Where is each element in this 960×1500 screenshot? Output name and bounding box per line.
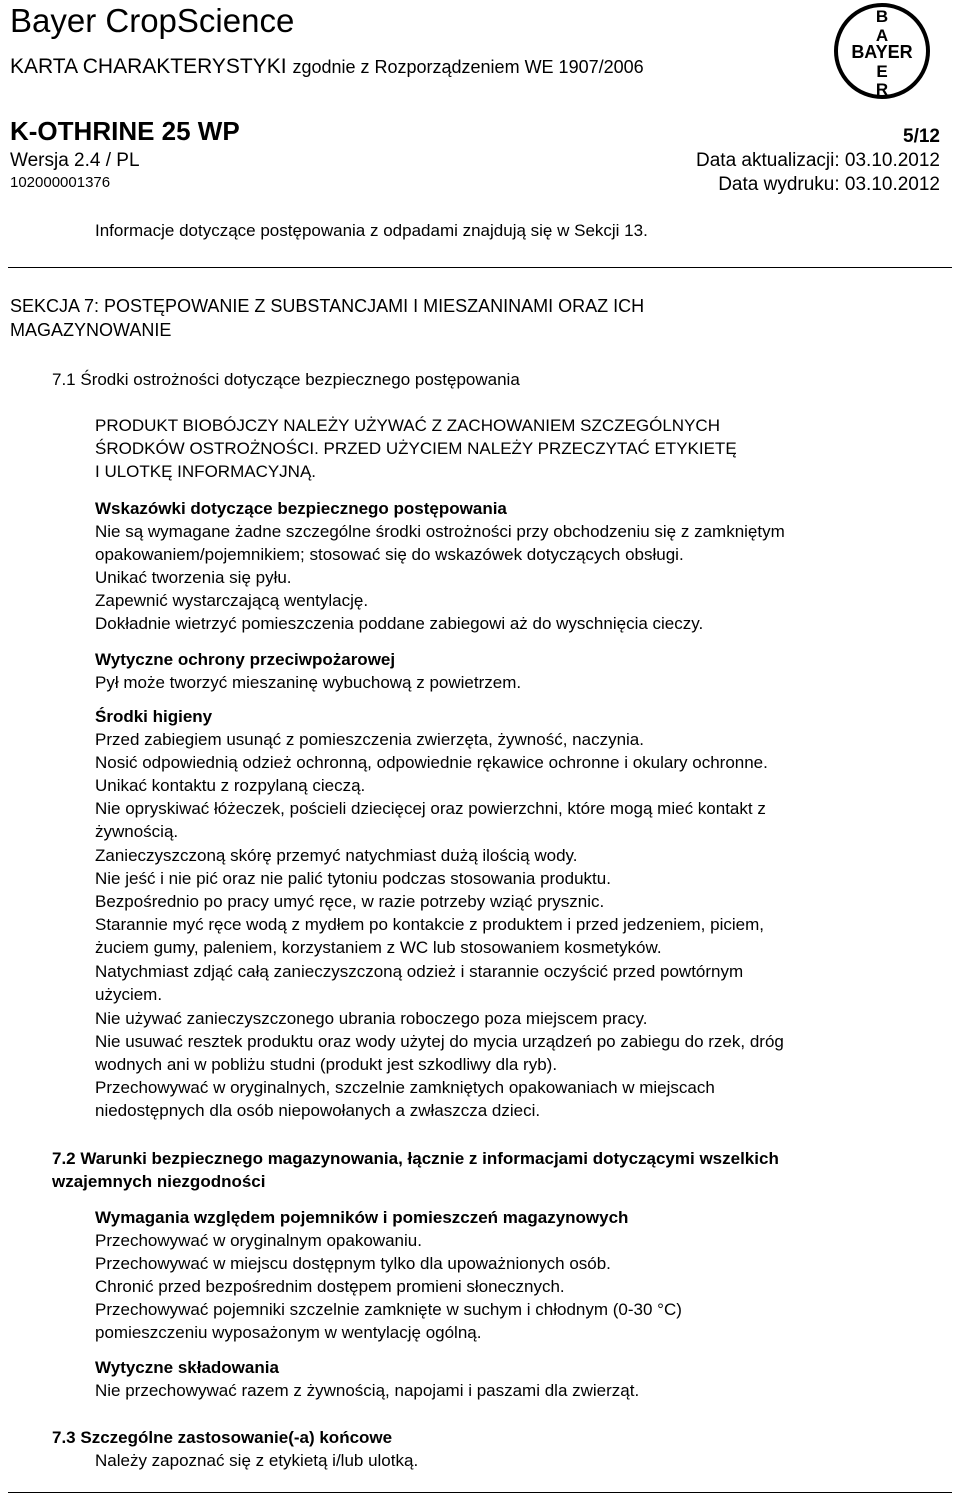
subsection-7-3-title: 7.3 Szczególne zastosowanie(-a) końcowe (52, 1428, 393, 1447)
logo-letter-b: B (875, 7, 889, 26)
storage-line: Przechowywać w miejscu dostępnym tylko dla upoważnionych osób. (95, 1254, 611, 1273)
hygiene-line: wodnych ani w pobliżu studni (produkt jest szkodliwy dla ryb). (95, 1055, 558, 1074)
storage-line: Przechowywać w oryginalnym opakowaniu. (95, 1231, 422, 1250)
version-info (10, 150, 140, 172)
storage-line: Chronić przed bezpośrednim dostępem promieni słonecznych. (95, 1277, 565, 1296)
subsection-7-2-title-line1: 7.2 Warunki bezpiecznego magazynowania, łącznie z informacjami dotyczącymi wszelkich (52, 1149, 779, 1168)
safe-handling-line: Unikać tworzenia się pyłu. (95, 568, 292, 587)
hygiene-heading: Środki higieny (95, 707, 213, 726)
hygiene-line: Nie jeść i nie pić oraz nie palić tytoniu podczas stosowania produktu. (95, 869, 611, 888)
warning-line: ŚRODKÓW OSTROŻNOŚCI. PRZED UŻYCIEM NALEŻY PRZECZYTAĆ ETYKIETĘ (95, 439, 737, 458)
hygiene-line: Natychmiast zdjąć całą zanieczyszczoną odzież i starannie oczyścić przed powtórnym (95, 962, 744, 981)
end-use-line: Należy zapoznać się z etykietą i/lub ulotką. (95, 1451, 419, 1470)
document-type-title: KARTA CHARAKTERYSTYKI (10, 55, 287, 78)
regulation-reference: zgodnie z Rozporządzeniem WE 1907/2006 (292, 57, 644, 77)
language-code: / PL (105, 150, 140, 171)
safe-handling-line: opakowaniem/pojemnikiem; stosować się do wskazówek dotyczących obsługi. (95, 545, 684, 564)
subsection-7-2-title-line2: wzajemnych niezgodności (52, 1172, 266, 1191)
storage-guidelines-line: Nie przechowywać razem z żywnością, napojami i paszami dla zwierząt. (95, 1381, 640, 1400)
hygiene-line: niedostępnych dla osób niepowołanych a zwłaszcza dzieci. (95, 1101, 541, 1120)
section-7-title-line1: SEKCJA 7: POSTĘPOWANIE Z SUBSTANCJAMI I MIESZANINAMI ORAZ ICH (10, 296, 645, 316)
disposal-note: Informacje dotyczące postępowania z odpadami znajdują się w Sekcji 13. (95, 221, 648, 240)
hygiene-line: Przed zabiegiem usunąć z pomieszczenia zwierzęta, żywność, naczynia. (95, 730, 644, 749)
fire-protection-line: Pył może tworzyć mieszaninę wybuchową z powietrzem. (95, 673, 522, 692)
logo-letter-r: R (875, 80, 889, 99)
logo-letter-e: E (876, 62, 888, 81)
hygiene-line: użyciem. (95, 985, 163, 1004)
company-name: Bayer CropScience (10, 2, 295, 39)
storage-line: Przechowywać pojemniki szczelnie zamknięte w suchym i chłodnym (0-30 °C) (95, 1300, 682, 1319)
update-date: Data aktualizacji: 03.10.2012 (696, 150, 940, 171)
storage-guidelines-heading: Wytyczne składowania (95, 1358, 279, 1377)
subsection-7-1-title: 7.1 Środki ostrożności dotyczące bezpiecznego postępowania (52, 370, 520, 389)
page-number: 5/12 (903, 126, 940, 147)
version-number: Wersja 2.4 (10, 150, 101, 171)
hygiene-line: Nosić odpowiednią odzież ochronną, odpowiednie rękawice ochronne i okulary ochronne. (95, 753, 768, 772)
section-7-title-line2: MAGAZYNOWANIE (10, 320, 172, 340)
hygiene-line: Nie opryskiwać łóżeczek, pościeli dziecięcej oraz powierzchni, które mogą mieć kontakt z (95, 799, 766, 818)
hygiene-line: Unikać kontaktu z rozpylaną cieczą. (95, 776, 366, 795)
hygiene-line: Przechowywać w oryginalnych, szczelnie zamkniętych opakowaniach w miejscach (95, 1078, 715, 1097)
safe-handling-line: Dokładnie wietrzyć pomieszczenia poddane zabiegowi aż do wyschnięcia cieczy. (95, 614, 704, 633)
safe-handling-line: Nie są wymagane żadne szczególne środki ostrożności przy obchodzeniu się z zamkniętym (95, 522, 785, 541)
product-name: K-OTHRINE 25 WP (10, 116, 240, 146)
safe-handling-line: Zapewnić wystarczającą wentylację. (95, 591, 369, 610)
warning-line: PRODUKT BIOBÓJCZY NALEŻY UŻYWAĆ Z ZACHOWANIEM SZCZEGÓLNYCH (95, 416, 720, 435)
hygiene-line: Bezpośrednio po pracy umyć ręce, w razie potrzeby wziąć prysznic. (95, 892, 605, 911)
hygiene-line: żywnością. (95, 822, 179, 841)
logo-word: BAYER (851, 42, 913, 62)
fire-protection-heading: Wytyczne ochrony przeciwpożarowej (95, 650, 396, 669)
storage-requirements-heading: Wymagania względem pojemników i pomieszczeń magazynowych (95, 1208, 629, 1227)
logo-letter-a: A (875, 26, 889, 45)
hygiene-line: Nie używać zanieczyszczonego ubrania roboczego poza miejscem pracy. (95, 1009, 648, 1028)
hygiene-line: Zanieczyszczoną skórę przemyć natychmiast dużą ilością wody. (95, 846, 578, 865)
document-code: 102000001376 (10, 174, 111, 191)
document-type (10, 55, 644, 79)
warning-line: I ULOTKĘ INFORMACYJNĄ. (95, 462, 317, 481)
storage-line: pomieszczeniu wyposażonym w wentylację ogólną. (95, 1323, 482, 1342)
section-divider-top (8, 267, 952, 268)
hygiene-line: Nie usuwać resztek produktu oraz wody użytej do mycia urządzeń po zabiegu do rzek, dróg (95, 1032, 784, 1051)
print-date: Data wydruku: 03.10.2012 (718, 174, 940, 195)
bayer-cross-logo (830, 2, 950, 100)
hygiene-line: Starannie myć ręce wodą z mydłem po kontakcie z produktem i przed jedzeniem, piciem, (95, 915, 764, 934)
hygiene-line: żuciem gumy, paleniem, korzystaniem z WC lub stosowaniem kosmetyków. (95, 938, 662, 957)
section-divider-bottom (8, 1492, 952, 1493)
safe-handling-heading: Wskazówki dotyczące bezpiecznego postępowania (95, 499, 507, 518)
